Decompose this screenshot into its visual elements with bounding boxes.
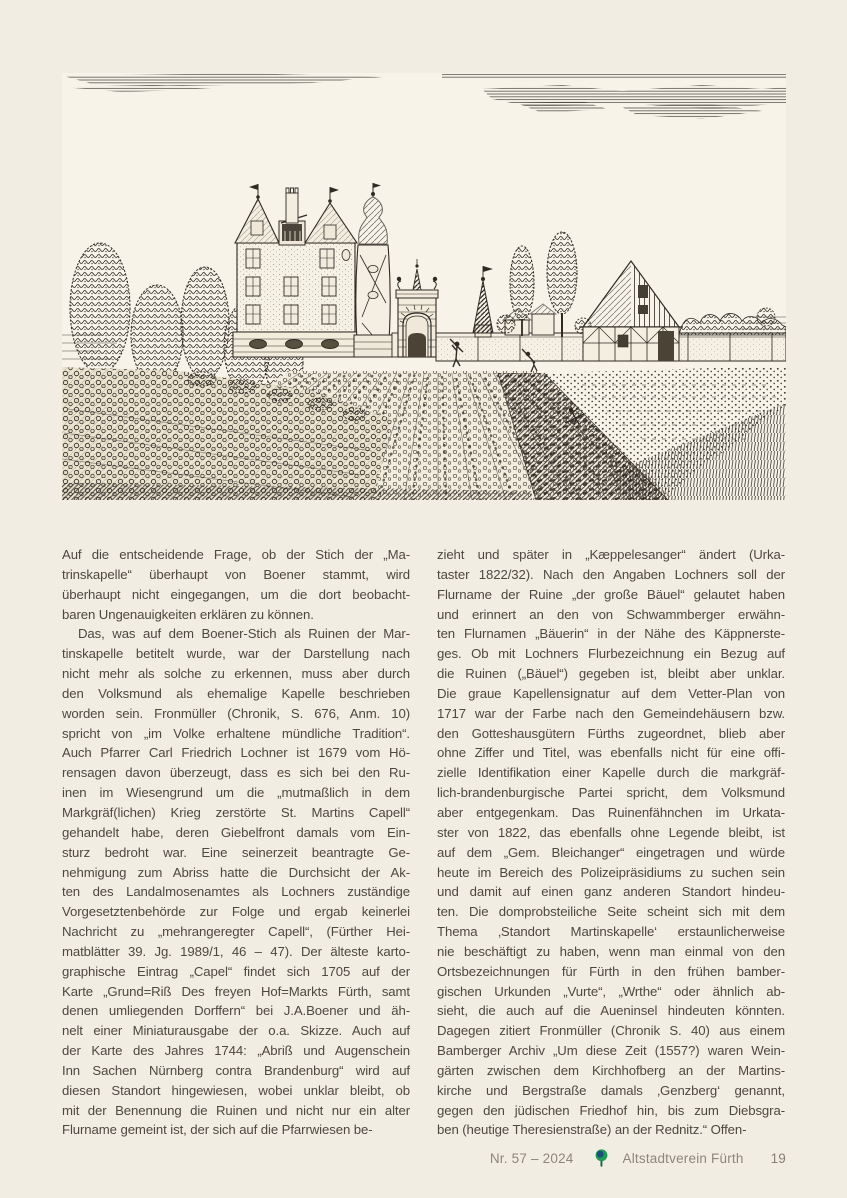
text-line: diesen Standort hingewiesen, wobei unklar bleibt, ob <box>62 1082 410 1098</box>
text-line: zielle Identifikation einer Kapelle durch die markgräf- <box>437 765 785 781</box>
text-line: Markgräf(lichen) Krieg zerstörte St. Martins Capell“ <box>62 804 410 820</box>
text-line: matblätter 39. Jg. 1989/1, 46 – 47). Der älteste karto- <box>62 943 410 959</box>
text-line: ten. Die domprobsteiliche Seite scheint sich mit dem <box>437 904 785 920</box>
text-line: mit der Benennung die Ruinen und nicht nur ein alter <box>62 1102 410 1118</box>
text-line: Thema ‚Standort Martinskapelle‘ erstaunlicherweise <box>437 924 785 940</box>
text-line: der Karte des Jahres 1744: „Abriß und Augenschein <box>62 1043 410 1059</box>
text-line: Die graue Kapellensignatur auf dem Vetter-Plan von <box>437 685 785 701</box>
text-line: gärten zwischen dem Kirchhofberg an der Martins- <box>437 1062 785 1078</box>
text-line: Auf die entscheidende Frage, ob der Stich der „Ma- <box>62 547 410 562</box>
text-line: nehmigung zum Abriss hatte die Durchsicht der Ak- <box>62 864 410 880</box>
text-line: nelt einer Miniaturausgabe der o.a. Skizze. Auch auf <box>62 1023 410 1039</box>
text-line: den Gotteshausgütern Fürths zugeordnet, blieb aber <box>437 725 785 741</box>
text-line: sturz bedroht war. Eine seinerzeit beantragte Ge- <box>62 844 410 860</box>
text-line: Das, was auf dem Boener-Stich als Ruinen der Mar- <box>78 626 410 642</box>
text-line: graphische Eintrag „Capel“ findet sich 1705 auf der <box>62 963 410 979</box>
text-line: tinskapelle betitelt wurde, war der Darstellung nach <box>62 646 410 662</box>
article-body <box>62 545 786 1140</box>
text-column-right <box>437 545 785 1140</box>
text-line: heute im Bereich des Polizeipräsidiums zu suchen sein <box>437 864 785 880</box>
text-line: worden sein. Fronmüller (Chronik, S. 676, Anm. 10) <box>62 705 410 721</box>
text-line: nie beschäftigt zu haben, wenn man einmal von den <box>437 943 785 959</box>
boener-engraving-image <box>62 73 786 500</box>
text-line: ten des Landalmosenamtes als Lochners zuständige <box>62 884 410 900</box>
text-line: gegen den jüdischen Friedhof hin, bis zum Diebsgra- <box>437 1102 785 1118</box>
text-line: Dagegen zitiert Fronmüller (Chronik S. 40) aus einem <box>437 1023 785 1039</box>
text-line: Ortsbezeichnungen für Fürth in den frühen bamber- <box>437 963 785 979</box>
text-line: auf dem „Gem. Bleichanger“ eingetragen und würde <box>437 844 785 860</box>
text-line: spricht von „im Volke erhaltene mündliche Tradition“. <box>62 725 410 741</box>
text-line: Bamberger Archiv „Um diese Zeit (1557?) waren Wein- <box>437 1043 785 1059</box>
text-line: nicht mehr als solche zu erkennen, muss aber durch <box>62 666 410 682</box>
engraving-canvas <box>62 73 786 500</box>
text-line: Karte „Grund=Riß Des freyen Hof=Markts Fürth, samt <box>62 983 410 999</box>
text-line: ohne Ziffer und Titel, was ebenfalls nicht für eine offi- <box>437 745 785 761</box>
paragraph <box>437 545 785 1140</box>
paragraph <box>62 545 410 624</box>
tree-logo-icon <box>595 1149 608 1168</box>
text-line: inen im Wiesengrund um die „mutmaßlich in dem <box>62 785 410 801</box>
text-line: 1717 war der Farbe nach den Gemeindehäusern bzw. <box>437 705 785 721</box>
text-line: zieht und später in „Kæppelesanger“ ändert (Urka- <box>437 547 785 562</box>
text-line: Flurname gemeint ist, der sich auf die Pfarrwiesen be- <box>62 1122 373 1138</box>
text-column-left <box>62 545 410 1140</box>
text-line: den Volksmund als ehemalige Kapelle beschrieben <box>62 685 410 701</box>
text-line: sieht, die auch auf die Aueninsel hindeuten könnten. <box>437 1003 785 1019</box>
text-line: lich-brandenburgische Partei spricht, dem Volksmund <box>437 785 785 801</box>
text-line: aber entgegenkam. Das Ruinenfähnchen im Urkata- <box>437 804 785 820</box>
text-line: kirche und Bergstraße damals ‚Genzberg‘ genannt, <box>437 1082 785 1098</box>
page-footer <box>62 1146 786 1170</box>
publisher-name: Altstadtverein Fürth <box>622 1150 744 1166</box>
text-line: die Ruinen („Bäuel“) gegeben ist, bleibt aber unklar. <box>437 666 785 682</box>
text-line: und erinnert an den von Schwammberger erwähn- <box>437 606 785 622</box>
text-line: Nachricht zu „mehrangeregter Capell“, (Fürther Hei- <box>62 924 410 940</box>
text-line: und damit auf einen ganz anderen Standort hindeu- <box>437 884 785 900</box>
text-line: denen umliegenden Dorffern“ bei J.A.Boener und äh- <box>62 1003 410 1019</box>
text-line: überhaupt nicht eingegangen, um die dort beobacht- <box>62 586 410 602</box>
paragraph <box>62 624 410 1140</box>
text-line: rensagen davon überzeugt, dass es sich bei den Ru- <box>62 765 410 781</box>
text-line: ster von 1822, das ebenfalls ohne Legende bleibt, ist <box>437 824 785 840</box>
text-line: ges. Ob mit Lochners Flurbezeichnung ein Bezug auf <box>437 646 785 662</box>
text-line: trinskapelle“ überhaupt von Boener stammt, wird <box>62 566 410 582</box>
issue-number: Nr. 57 – 2024 <box>489 1150 574 1166</box>
page-number: 19 <box>770 1150 786 1166</box>
text-line: ben (heutige Theresienstraße) an der Rednitz.“ Offen- <box>437 1122 747 1138</box>
text-line: ten Flurnamen „Bäuerin“ in der Nähe des Käppnerste- <box>437 626 785 642</box>
text-line: baren Ungenauigkeiten erklären zu können. <box>62 606 314 622</box>
text-line: gischen Urkunden „Vurte“, „Wrthe“ oder ähnlich ab- <box>437 983 785 999</box>
text-line: Vorgesetztenbehörde zur Folge und ergab keinerlei <box>62 904 410 920</box>
text-line: taster 1822/32). Nach den Angaben Lochners soll der <box>437 566 785 582</box>
text-line: Flurname der Ruine „der große Bäuel“ gelautet haben <box>437 586 785 602</box>
text-line: gehandelt habe, deren Giebelfront damals vom Ein- <box>62 824 410 840</box>
text-line: Auch Pfarrer Carl Friedrich Lochner ist 1679 vom Hö- <box>62 745 410 761</box>
text-line: Inn Sachen Nürnberg contra Brandenburg“ wird auf <box>62 1062 410 1078</box>
